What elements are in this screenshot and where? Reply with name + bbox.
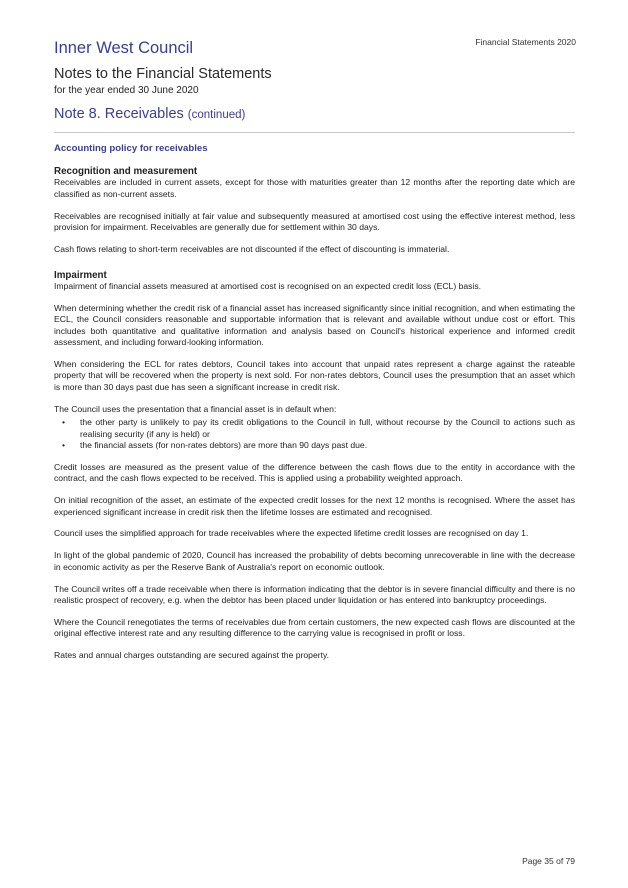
list-item-text: the financial assets (for non-rates debtors) are more than 90 days past due.	[80, 439, 368, 450]
list-item-text: the other party is unlikely to pay its credit obligations to the Council in full, without recourse by the Council to actions such as realising security (if any is held) or	[80, 417, 575, 439]
paragraph: Rates and annual charges outstanding are secured against the property.	[54, 650, 330, 661]
paragraph: Council uses the simplified approach for trade receivables where the expected lifetime credit losses are recognised on day 1.	[54, 528, 529, 539]
paragraph: On initial recognition of the asset, an estimate of the expected credit losses for the next 12 months is recognised. Where the asset has experienced significant increase in credit risk then the lifetime losses are estimated and recognised.	[54, 495, 575, 517]
impairment-heading: Impairment	[54, 269, 107, 281]
paragraph: When considering the ECL for rates debtors, Council takes into account that unpaid rates represent a charge against the rateable property that will be recovered when the property is next sold. For non-rates debtors, Council uses the presumption that an asset which is more than 30 days past due has seen a significant increase in credit risk.	[54, 358, 575, 392]
note-continued: (continued)	[187, 109, 246, 121]
bullet-icon: •	[62, 417, 66, 428]
paragraph: Credit losses are measured as the present value of the difference between the cash flows due to the entity in accordance with the contract, and the cash flows expected to be received. This is applied using a probability weighted approach.	[54, 461, 575, 484]
document-title: Notes to the Financial Statements	[54, 66, 272, 82]
paragraph: Receivables are included in current assets, except for those with maturities greater than 12 months after the reporting date which are classified as non-current assets.	[54, 177, 575, 199]
paragraph: The Council writes off a trade receivable when there is information indicating that the debtor is in severe financial difficulty and there is no realistic prospect of recovery, e.g. when the debtor has been placed under liquidation or has entered into bankruptcy proceedings.	[54, 583, 575, 606]
paragraph: Receivables are recognised initially at fair value and subsequently measured at amortised cost using the effective interest method, less provision for impairment. Receivables are generally due for settlement within 30 days.	[54, 210, 575, 233]
header-divider	[54, 132, 575, 133]
paragraph: Cash flows relating to short-term receivables are not discounted if the effect of discounting is immaterial.	[54, 244, 450, 255]
report-label: Financial Statements 2020	[475, 37, 576, 47]
paragraph: The Council uses the presentation that a financial asset is in default when:	[54, 403, 337, 414]
paragraph: When determining whether the credit risk of a financial asset has increased significantly since initial recognition, and when estimating the ECL, the Council considers reasonable and supportable information that is relevant and available without undue cost or effort. This includes both quantitative and qualitative information and analysis based on Council's historical experience and informed credit assessment, and including forward-looking information.	[54, 302, 575, 348]
default-criteria-list	[54, 417, 575, 451]
note-content	[54, 143, 575, 672]
note-title-text: Note 8. Receivables	[54, 106, 184, 122]
paragraph: Where the Council renegotiates the terms of receivables due from certain customers, the new expected cash flows are discounted at the original effective interest rate and any resulting difference to the carrying value is recognised in profit or loss.	[54, 616, 575, 639]
paragraph: Impairment of financial assets measured at amortised cost is recognised on an expected credit loss (ECL) basis.	[54, 280, 482, 291]
page-number: Page 35 of 79	[522, 856, 575, 866]
list-item	[54, 417, 575, 440]
section-heading: Accounting policy for receivables	[54, 143, 208, 154]
organisation-name: Inner West Council	[54, 39, 194, 57]
document-subtitle: for the year ended 30 June 2020	[54, 85, 199, 96]
list-item	[54, 440, 575, 451]
bullet-icon: •	[62, 439, 66, 450]
recognition-heading: Recognition and measurement	[54, 166, 198, 178]
note-title	[54, 106, 245, 122]
paragraph: In light of the global pandemic of 2020, Council has increased the probability of debts becoming unrecoverable in line with the decrease in economic activity as per the Reserve Bank of Australia's report on economic outlook.	[54, 550, 575, 572]
